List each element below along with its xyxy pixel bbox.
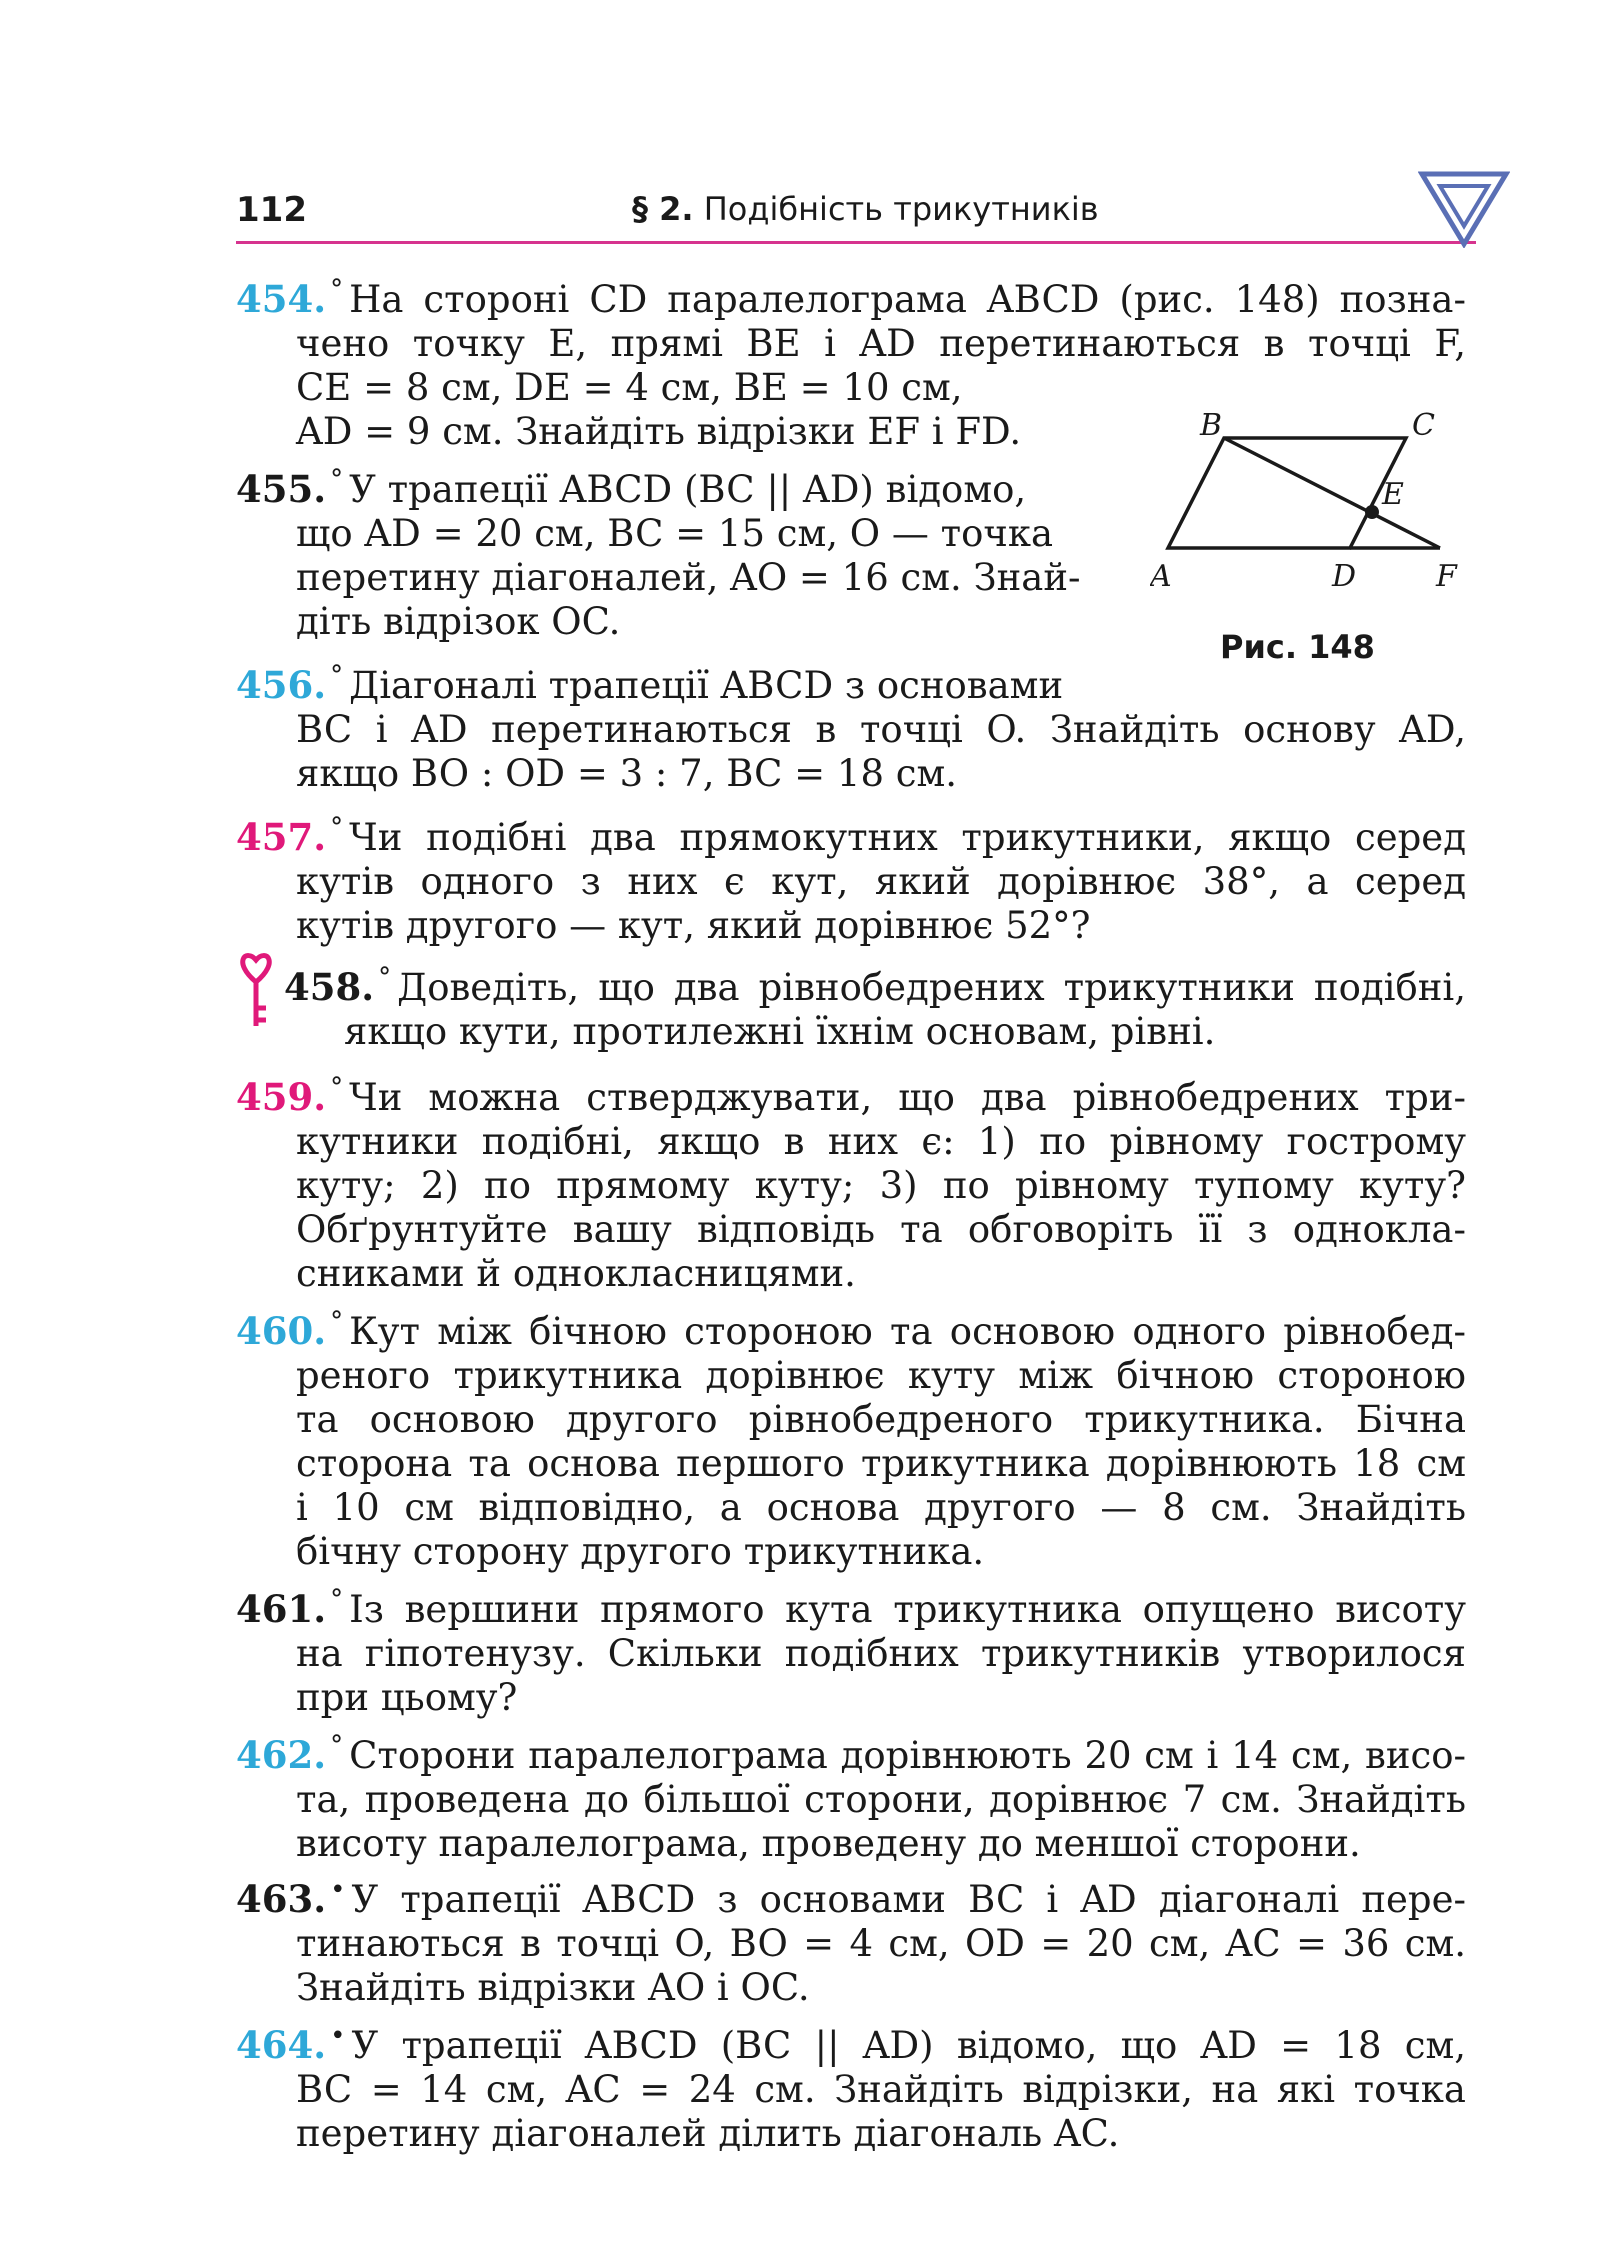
problem-462 bbox=[236, 1724, 1486, 1866]
problem-line bbox=[236, 1822, 1486, 1866]
problem-text: Кут між бічною стороною та основою одного рівнобед- bbox=[349, 1310, 1466, 1353]
problem-line bbox=[236, 1676, 1486, 1720]
label-c: C bbox=[1412, 408, 1435, 443]
problem-line bbox=[236, 1300, 1466, 1354]
problem-456 bbox=[236, 654, 1486, 796]
problem-text: сторона та основа першого трикутника дорівнюють 18 см bbox=[296, 1442, 1466, 1485]
problem-line bbox=[236, 752, 1486, 796]
problem-line bbox=[236, 654, 1486, 708]
problem-text: BC = 14 см, AC = 24 см. Знайдіть відрізки, на які точка bbox=[296, 2068, 1466, 2111]
problem-text: що AD = 20 см, BC = 15 см, O — точка bbox=[296, 512, 1054, 555]
problem-464 bbox=[236, 2014, 1486, 2156]
problem-line bbox=[236, 2112, 1486, 2156]
problem-463 bbox=[236, 1868, 1486, 2010]
label-f: F bbox=[1436, 559, 1457, 594]
problem-text: та основою другого рівнобедреного трикутника. Бічна bbox=[296, 1398, 1466, 1441]
problem-line bbox=[236, 458, 1486, 512]
problem-text: на гіпотенузу. Скільки подібних трикутників утворилося bbox=[296, 1632, 1466, 1675]
problem-text: якщо BO : OD = 3 : 7, BC = 18 см. bbox=[296, 752, 958, 795]
problem-text: BC і AD перетинаються в точці O. Знайдіть основу AD, bbox=[296, 708, 1466, 751]
problem-line bbox=[284, 1010, 1484, 1054]
figure-caption: Рис. 148 bbox=[1220, 628, 1375, 666]
difficulty-mark: ° bbox=[378, 963, 392, 993]
problem-text: сниками й однокласницями. bbox=[296, 1252, 856, 1295]
problem-text: якщо кути, протилежні їхнім основам, рівні. bbox=[344, 1010, 1216, 1053]
problem-line bbox=[236, 860, 1466, 904]
problem-number: 462. bbox=[236, 1733, 327, 1777]
problem-text: бічну сторону другого трикутника. bbox=[296, 1530, 985, 1573]
difficulty-mark: ° bbox=[330, 275, 344, 305]
problem-text: У трапеції ABCD з основами BC і AD діагоналі пере- bbox=[351, 1878, 1466, 1921]
problem-line bbox=[236, 1632, 1466, 1676]
problem-number: 464. bbox=[236, 2023, 327, 2067]
problem-line bbox=[236, 1398, 1466, 1442]
problem-text: діть відрізок OC. bbox=[296, 600, 621, 643]
problem-text: Сторони паралелограма дорівнюють 20 см і 14 см, висо- bbox=[349, 1734, 1466, 1777]
header-rule bbox=[236, 241, 1476, 244]
problem-line bbox=[236, 1530, 1486, 1574]
problem-line bbox=[236, 1354, 1466, 1398]
problem-number: 454. bbox=[236, 277, 327, 321]
difficulty-mark: • bbox=[330, 2021, 346, 2051]
problem-text: CE = 8 см, DE = 4 см, BE = 10 см, bbox=[296, 366, 963, 409]
problem-text: У трапеції ABCD (BC || AD) відомо, bbox=[349, 468, 1027, 511]
difficulty-mark: ° bbox=[330, 465, 344, 495]
problem-text: куту; 2) по прямому куту; 3) по рівному тупому куту? bbox=[296, 1164, 1466, 1207]
problem-line bbox=[236, 904, 1486, 948]
problem-line bbox=[236, 268, 1466, 322]
problem-454 bbox=[236, 268, 1486, 454]
page-header bbox=[236, 190, 1476, 236]
problem-text: кутники подібні, якщо в них є: 1) по рівному гострому bbox=[296, 1120, 1466, 1163]
problem-line bbox=[236, 2014, 1466, 2068]
problem-text: Діагоналі трапеції ABCD з основами bbox=[349, 664, 1064, 707]
problem-line bbox=[236, 1442, 1466, 1486]
difficulty-mark: ° bbox=[330, 1073, 344, 1103]
problem-461 bbox=[236, 1578, 1486, 1720]
problem-line bbox=[236, 1120, 1466, 1164]
problem-number: 460. bbox=[236, 1309, 327, 1353]
problem-line bbox=[236, 1724, 1466, 1778]
problem-line bbox=[236, 1578, 1466, 1632]
problem-line bbox=[236, 512, 1486, 556]
problem-text: У трапеції ABCD (BC || AD) відомо, що AD = 18 см, bbox=[351, 2024, 1466, 2067]
problem-number: 459. bbox=[236, 1075, 327, 1119]
label-e: E bbox=[1382, 477, 1404, 512]
label-a: A bbox=[1150, 559, 1172, 594]
problem-line bbox=[236, 322, 1466, 366]
problem-text: висоту паралелограма, проведену до меншої сторони. bbox=[296, 1822, 1361, 1865]
problem-text: реного трикутника дорівнює куту між бічною стороною bbox=[296, 1354, 1466, 1397]
problem-line bbox=[236, 366, 1486, 410]
difficulty-mark: ° bbox=[330, 661, 344, 691]
problem-text: AD = 9 см. Знайдіть відрізки EF і FD. bbox=[296, 410, 1022, 453]
label-d: D bbox=[1332, 559, 1357, 594]
problem-number: 463. bbox=[236, 1877, 327, 1921]
problem-text: тинаються в точці O, BO = 4 см, OD = 20 см, AC = 36 см. bbox=[296, 1922, 1466, 1965]
problem-text: при цьому? bbox=[296, 1676, 518, 1719]
problem-line bbox=[236, 1252, 1486, 1296]
problem-text: Чи можна стверджувати, що два рівнобедрених три- bbox=[349, 1076, 1466, 1119]
problem-text: Знайдіть відрізки AO і OC. bbox=[296, 1966, 810, 2009]
difficulty-mark: ° bbox=[330, 1731, 344, 1761]
problem-459 bbox=[236, 1066, 1486, 1296]
problem-number: 455. bbox=[236, 467, 327, 511]
problem-line bbox=[236, 1486, 1466, 1530]
problem-text: Чи подібні два прямокутних трикутники, якщо серед bbox=[349, 816, 1466, 859]
problem-458 bbox=[284, 956, 1484, 1054]
section-number: § 2. bbox=[632, 190, 694, 228]
problem-text: кутів другого — кут, який дорівнює 52°? bbox=[296, 904, 1091, 947]
problem-line bbox=[236, 806, 1466, 860]
problem-text: та, проведена до більшої сторони, дорівнює 7 см. Знайдіть bbox=[296, 1778, 1466, 1821]
problem-line bbox=[284, 956, 1466, 1010]
difficulty-mark: ° bbox=[330, 1307, 344, 1337]
key-icon bbox=[236, 952, 276, 1032]
problem-number: 456. bbox=[236, 663, 327, 707]
problem-line bbox=[236, 1966, 1486, 2010]
problem-line bbox=[236, 410, 1486, 454]
problem-number: 461. bbox=[236, 1587, 327, 1631]
problem-460 bbox=[236, 1300, 1486, 1574]
problem-text: перетину діагоналей, AO = 16 см. Знай- bbox=[296, 556, 1081, 599]
problem-text: На стороні CD паралелограма ABCD (рис. 148) позна- bbox=[349, 278, 1466, 321]
problem-line bbox=[236, 708, 1466, 752]
problem-text: чено точку E, прямі BE і AD перетинаються в точці F, bbox=[296, 322, 1466, 365]
page-number: 112 bbox=[236, 190, 307, 230]
problem-455 bbox=[236, 458, 1486, 644]
problem-text: Доведіть, що два рівнобедрених трикутники подібні, bbox=[397, 966, 1466, 1009]
section-title bbox=[632, 190, 1099, 228]
problem-text: кутів одного з них є кут, який дорівнює 38°, а серед bbox=[296, 860, 1466, 903]
difficulty-mark: ° bbox=[330, 1585, 344, 1615]
section-name: Подібність трикутників bbox=[703, 190, 1099, 228]
problem-line bbox=[236, 1868, 1466, 1922]
problem-line bbox=[236, 1164, 1466, 1208]
label-b: B bbox=[1200, 408, 1223, 443]
problem-line bbox=[236, 2068, 1466, 2112]
problem-text: перетину діагоналей ділить діагональ AC. bbox=[296, 2112, 1120, 2155]
problem-number: 458. bbox=[284, 965, 375, 1009]
problem-line bbox=[236, 1922, 1466, 1966]
problem-line bbox=[236, 600, 1486, 644]
difficulty-mark: • bbox=[330, 1875, 346, 1905]
problem-text: Обґрунтуйте вашу відповідь та обговоріть її з однокла- bbox=[296, 1208, 1466, 1251]
problem-text: і 10 см відповідно, а основа другого — 8 см. Знайдіть bbox=[296, 1486, 1466, 1529]
problem-line bbox=[236, 1208, 1466, 1252]
problem-text: Із вершини прямого кута трикутника опущено висоту bbox=[349, 1588, 1466, 1631]
problem-line bbox=[236, 1778, 1466, 1822]
difficulty-mark: ° bbox=[330, 813, 344, 843]
problem-line bbox=[236, 1066, 1466, 1120]
triangle-logo-icon bbox=[1418, 168, 1510, 248]
problem-line bbox=[236, 556, 1486, 600]
problem-number: 457. bbox=[236, 815, 327, 859]
problem-457 bbox=[236, 806, 1486, 948]
